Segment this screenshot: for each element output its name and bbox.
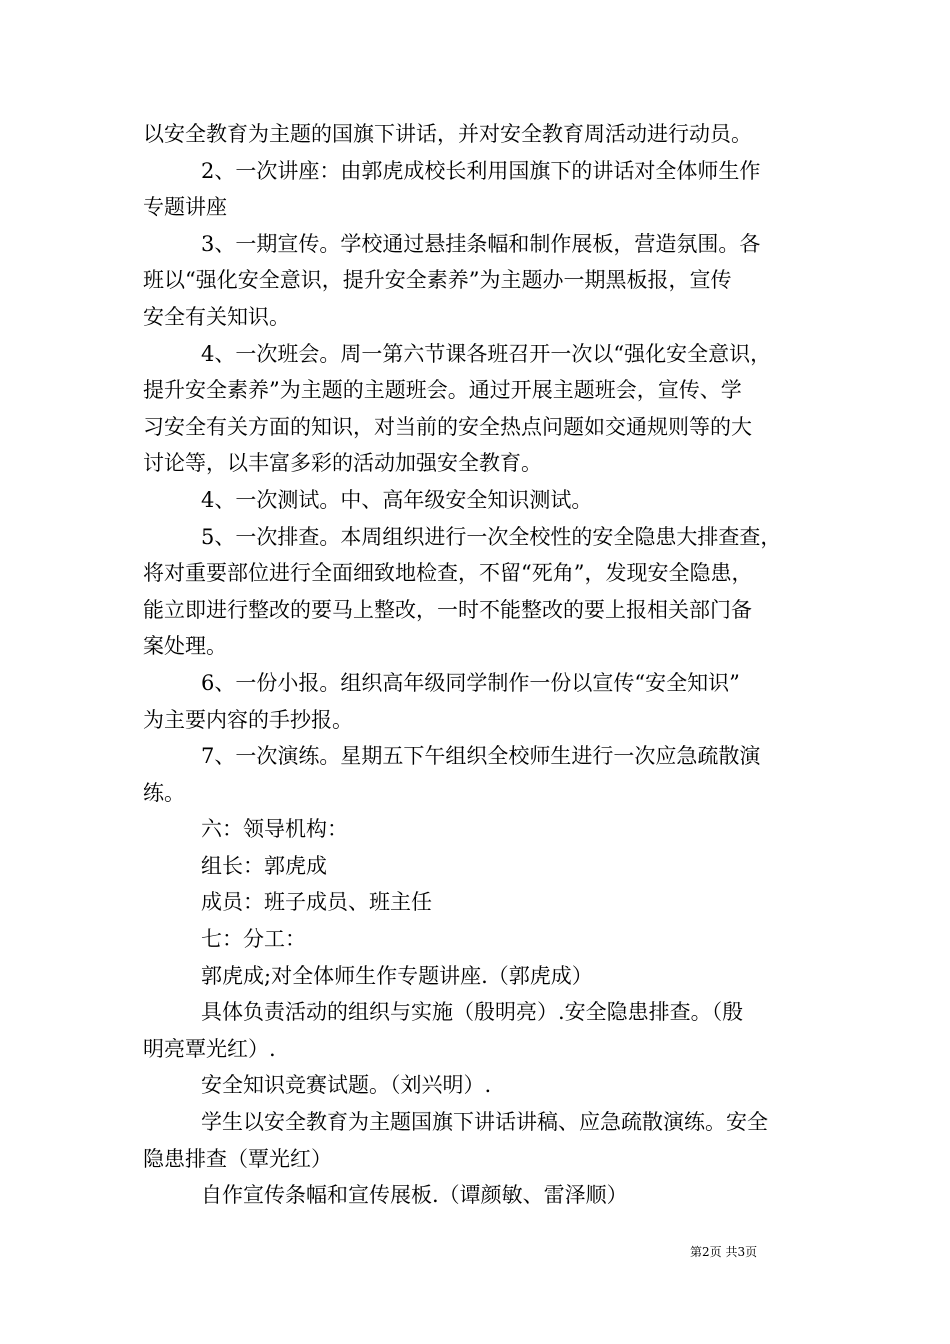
text-line: 7、一次演练。星期五下午组织全校师生进行一次应急疏散演 [201,744,761,769]
text-line: 能立即进行整改的要马上整改，一时不能整改的要上报相关部门备 [143,597,752,622]
text-line: 学生以安全教育为主题国旗下讲话讲稿、应急疏散演练。安全 [201,1110,768,1135]
document-body [143,116,813,1214]
text-line: 练。 [143,780,185,805]
text-line: 组长：郭虎成 [201,853,327,878]
text-line: 成员：班子成员、班主任 [201,890,432,915]
text-line: 案处理。 [143,634,227,659]
text-line: 讨论等，以丰富多彩的活动加强安全教育。 [143,451,542,476]
text-line: 自作宣传条幅和宣传展板.（谭颜敏、雷泽顺） [201,1183,628,1208]
text-line: 习安全有关方面的知识，对当前的安全热点问题如交通规则等的大 [143,414,752,439]
text-line: 班以“强化安全意识，提升安全素养”为主题办一期黑板报，宣传 [143,268,732,293]
text-line: 5、一次排查。本周组织进行一次全校性的安全隐患大排查查， [201,524,782,549]
text-line: 具体负责活动的组织与实施（殷明亮）.安全隐患排查。（殷 [201,1000,744,1025]
text-line: 3、一期宣传。学校通过悬挂条幅和制作展板，营造氛围。各 [201,231,761,256]
text-line: 隐患排查（覃光红） [143,1146,332,1171]
text-line: 安全知识竞赛试题。（刘兴明）. [201,1073,492,1098]
text-line: 专题讲座 [143,195,227,220]
text-line: 6、一份小报。组织高年级同学制作一份以宣传“安全知识” [201,670,740,695]
text-line: 2、一次讲座：由郭虎成校长利用国旗下的讲话对全体师生作 [201,158,761,183]
text-line: 七：分工： [201,927,306,952]
text-line: 提升安全素养”为主题的主题班会。通过开展主题班会，宣传、学 [143,378,742,403]
text-line: 六：领导机构： [201,817,348,842]
text-line: 以安全教育为主题的国旗下讲话，并对安全教育周活动进行动员。 [143,122,752,146]
text-line: 4、一次班会。周一第六节课各班召开一次以“强化安全意识， [201,341,772,366]
text-line: 明亮覃光红）. [143,1036,276,1061]
text-line: 郭虎成;对全体师生作专题讲座.（郭虎成） [201,963,593,988]
page-number: 第2页 共3页 [690,1245,758,1259]
text-line: 将对重要部位进行全面细致地检查，不留“死角”，发现安全隐患， [143,561,753,586]
text-line: 4、一次测试。中、高年级安全知识测试。 [201,487,593,512]
text-line: 为主要内容的手抄报。 [143,707,353,732]
text-line: 安全有关知识。 [143,304,290,329]
